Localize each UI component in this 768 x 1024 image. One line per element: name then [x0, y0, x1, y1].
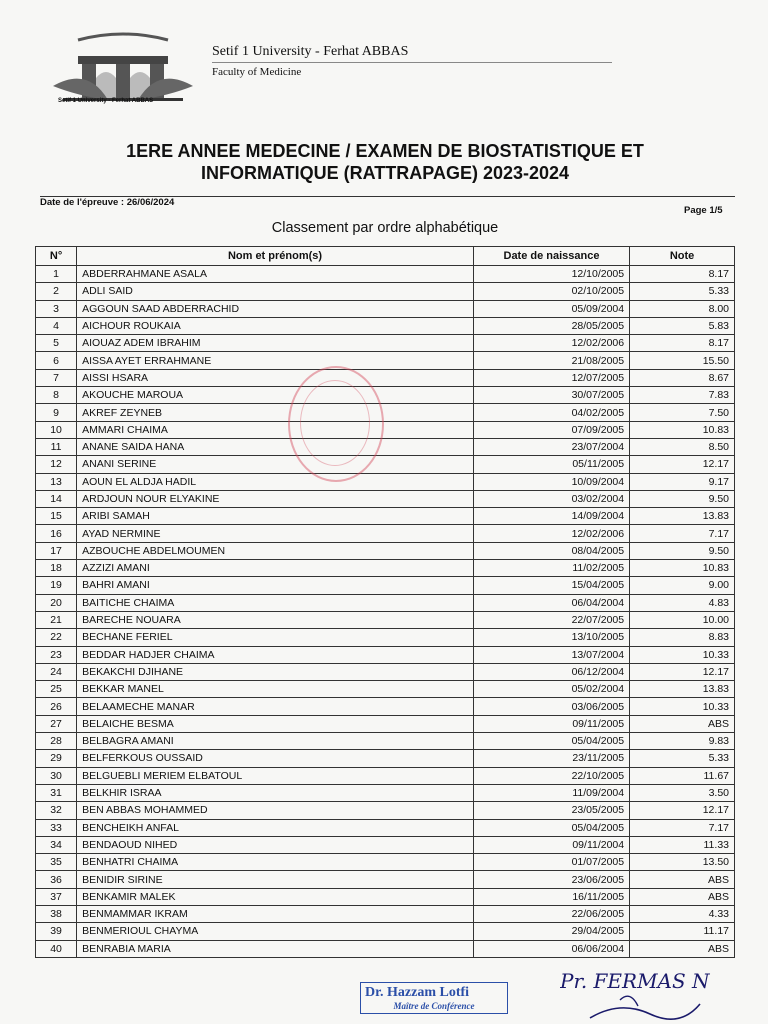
- table-row: [36, 802, 735, 819]
- row-number: 35: [36, 854, 77, 871]
- birth-date: 01/07/2005: [473, 854, 629, 871]
- table-row: [36, 473, 735, 490]
- birth-date: 28/05/2005: [473, 317, 629, 334]
- birth-date: 05/11/2005: [473, 456, 629, 473]
- grade: ABS: [630, 871, 735, 888]
- student-name: AOUN EL ALDJA HADIL: [77, 473, 474, 490]
- handwritten-signature: [560, 960, 720, 1024]
- birth-date: 22/06/2005: [473, 905, 629, 922]
- header-rule: [212, 62, 612, 63]
- row-number: 36: [36, 871, 77, 888]
- grade: 10.00: [630, 611, 735, 628]
- table-row: [36, 352, 735, 369]
- header-name: Nom et prénom(s): [77, 247, 474, 266]
- results-table: [35, 246, 735, 958]
- student-name: BEDDAR HADJER CHAIMA: [77, 646, 474, 663]
- row-number: 32: [36, 802, 77, 819]
- grade: 13.50: [630, 854, 735, 871]
- grade: 4.83: [630, 594, 735, 611]
- birth-date: 14/09/2004: [473, 508, 629, 525]
- grade: 13.83: [630, 681, 735, 698]
- row-number: 39: [36, 923, 77, 940]
- grade: 4.33: [630, 905, 735, 922]
- row-number: 33: [36, 819, 77, 836]
- grade: 15.50: [630, 352, 735, 369]
- grade: 8.67: [630, 369, 735, 386]
- exam-date: Date de l'épreuve : 26/06/2024: [40, 197, 175, 208]
- birth-date: 22/10/2005: [473, 767, 629, 784]
- student-name: BELFERKOUS OUSSAID: [77, 750, 474, 767]
- birth-date: 03/02/2004: [473, 490, 629, 507]
- student-name: BELGUEBLI MERIEM ELBATOUL: [77, 767, 474, 784]
- birth-date: 13/10/2005: [473, 629, 629, 646]
- birth-date: 23/05/2005: [473, 802, 629, 819]
- student-name: BENMAMMAR IKRAM: [77, 905, 474, 922]
- row-number: 34: [36, 836, 77, 853]
- row-number: 19: [36, 577, 77, 594]
- grade: 11.33: [630, 836, 735, 853]
- exam-title: [40, 140, 730, 184]
- student-name: BEN ABBAS MOHAMMED: [77, 802, 474, 819]
- student-name: BARECHE NOUARA: [77, 611, 474, 628]
- header-grade: Note: [630, 247, 735, 266]
- table-row: [36, 784, 735, 801]
- student-name: ADLI SAID: [77, 283, 474, 300]
- row-number: 18: [36, 560, 77, 577]
- table-row: [36, 836, 735, 853]
- signature-text: Pr. FERMAS N: [560, 969, 710, 993]
- logo-caption: Setif 1 University - Ferhat ABBAS: [58, 98, 154, 104]
- student-name: BELAICHE BESMA: [77, 715, 474, 732]
- birth-date: 06/06/2004: [473, 940, 629, 957]
- student-name: BENDAOUD NIHED: [77, 836, 474, 853]
- table-row: [36, 871, 735, 888]
- birth-date: 05/04/2005: [473, 733, 629, 750]
- table-row: [36, 923, 735, 940]
- student-name: AKREF ZEYNEB: [77, 404, 474, 421]
- grade: 10.33: [630, 646, 735, 663]
- table-row: [36, 940, 735, 957]
- table-row: [36, 611, 735, 628]
- row-number: 5: [36, 335, 77, 352]
- birth-date: 29/04/2005: [473, 923, 629, 940]
- grade: 10.83: [630, 560, 735, 577]
- student-name: AMMARI CHAIMA: [77, 421, 474, 438]
- faculty-stamp: [288, 366, 384, 482]
- grade: 11.17: [630, 923, 735, 940]
- birth-date: 13/07/2004: [473, 646, 629, 663]
- row-number: 1: [36, 266, 77, 283]
- table-header-row: [36, 247, 735, 266]
- table-row: [36, 888, 735, 905]
- student-name: AKOUCHE MAROUA: [77, 387, 474, 404]
- row-number: 7: [36, 369, 77, 386]
- grade: 9.50: [630, 490, 735, 507]
- birth-date: 15/04/2005: [473, 577, 629, 594]
- grade: ABS: [630, 715, 735, 732]
- grade: 9.00: [630, 577, 735, 594]
- row-number: 8: [36, 387, 77, 404]
- table-row: [36, 819, 735, 836]
- student-name: ANANE SAIDA HANA: [77, 438, 474, 455]
- birth-date: 22/07/2005: [473, 611, 629, 628]
- row-number: 26: [36, 698, 77, 715]
- birth-date: 09/11/2004: [473, 836, 629, 853]
- birth-date: 09/11/2005: [473, 715, 629, 732]
- grade: 8.00: [630, 300, 735, 317]
- exam-title-line-1: 1ERE ANNEE MEDECINE / EXAMEN DE BIOSTATISTIQUE ET: [126, 141, 644, 161]
- grade: 10.83: [630, 421, 735, 438]
- row-number: 29: [36, 750, 77, 767]
- grade: 9.83: [630, 733, 735, 750]
- row-number: 14: [36, 490, 77, 507]
- table-row: [36, 387, 735, 404]
- birth-date: 23/07/2004: [473, 438, 629, 455]
- birth-date: 08/04/2005: [473, 542, 629, 559]
- student-name: BELKHIR ISRAA: [77, 784, 474, 801]
- student-name: BEKAKCHI DJIHANE: [77, 663, 474, 680]
- birth-date: 02/10/2005: [473, 283, 629, 300]
- grade: 5.33: [630, 283, 735, 300]
- grade: 7.17: [630, 525, 735, 542]
- row-number: 10: [36, 421, 77, 438]
- faculty-name: Faculty of Medicine: [212, 66, 302, 78]
- birth-date: 05/04/2005: [473, 819, 629, 836]
- birth-date: 06/04/2004: [473, 594, 629, 611]
- row-number: 6: [36, 352, 77, 369]
- grade: ABS: [630, 888, 735, 905]
- row-number: 37: [36, 888, 77, 905]
- student-name: BEKKAR MANEL: [77, 681, 474, 698]
- birth-date: 05/09/2004: [473, 300, 629, 317]
- table-row: [36, 369, 735, 386]
- table-row: [36, 733, 735, 750]
- table-row: [36, 594, 735, 611]
- grade: 12.17: [630, 456, 735, 473]
- birth-date: 21/08/2005: [473, 352, 629, 369]
- row-number: 16: [36, 525, 77, 542]
- birth-date: 06/12/2004: [473, 663, 629, 680]
- birth-date: 04/02/2005: [473, 404, 629, 421]
- birth-date: 12/02/2006: [473, 335, 629, 352]
- grade: 7.17: [630, 819, 735, 836]
- birth-date: 10/09/2004: [473, 473, 629, 490]
- row-number: 20: [36, 594, 77, 611]
- birth-date: 03/06/2005: [473, 698, 629, 715]
- student-name: BENCHEIKH ANFAL: [77, 819, 474, 836]
- table-row: [36, 335, 735, 352]
- row-number: 40: [36, 940, 77, 957]
- student-name: ANANI SERINE: [77, 456, 474, 473]
- table-row: [36, 698, 735, 715]
- table-row: [36, 508, 735, 525]
- student-name: BAHRI AMANI: [77, 577, 474, 594]
- student-name: BENMERIOUL CHAYMA: [77, 923, 474, 940]
- table-row: [36, 438, 735, 455]
- faculty-stamp-inner-ring: [300, 380, 370, 466]
- student-name: AZBOUCHE ABDELMOUMEN: [77, 542, 474, 559]
- grade: 9.50: [630, 542, 735, 559]
- birth-date: 23/06/2005: [473, 871, 629, 888]
- header-number: N°: [36, 247, 77, 266]
- row-number: 9: [36, 404, 77, 421]
- table-row: [36, 490, 735, 507]
- row-number: 13: [36, 473, 77, 490]
- birth-date: 23/11/2005: [473, 750, 629, 767]
- student-name: ABDERRAHMANE ASALA: [77, 266, 474, 283]
- row-number: 22: [36, 629, 77, 646]
- table-row: [36, 577, 735, 594]
- table-row: [36, 266, 735, 283]
- table-row: [36, 663, 735, 680]
- row-number: 17: [36, 542, 77, 559]
- header-birthdate: Date de naissance: [473, 247, 629, 266]
- table-row: [36, 560, 735, 577]
- birth-date: 12/10/2005: [473, 266, 629, 283]
- table-row: [36, 681, 735, 698]
- birth-date: 07/09/2005: [473, 421, 629, 438]
- student-name: AYAD NERMINE: [77, 525, 474, 542]
- table-row: [36, 283, 735, 300]
- row-number: 28: [36, 733, 77, 750]
- grade: 9.17: [630, 473, 735, 490]
- table-row: [36, 456, 735, 473]
- row-number: 4: [36, 317, 77, 334]
- student-name: BAITICHE CHAIMA: [77, 594, 474, 611]
- student-name: BENRABIA MARIA: [77, 940, 474, 957]
- signature-stamp-role: Maître de Conférence: [393, 1001, 475, 1011]
- signature-stamp: [360, 982, 508, 1014]
- grade: 13.83: [630, 508, 735, 525]
- university-logo: [48, 26, 198, 108]
- grade: 8.83: [630, 629, 735, 646]
- row-number: 24: [36, 663, 77, 680]
- student-name: AZZIZI AMANI: [77, 560, 474, 577]
- birth-date: 30/07/2005: [473, 387, 629, 404]
- exam-title-line-2: INFORMATIQUE (RATTRAPAGE) 2023-2024: [200, 163, 570, 183]
- table-row: [36, 750, 735, 767]
- grade: 8.17: [630, 266, 735, 283]
- row-number: 38: [36, 905, 77, 922]
- grade: 11.67: [630, 767, 735, 784]
- student-name: ARDJOUN NOUR ELYAKINE: [77, 490, 474, 507]
- student-name: BENKAMIR MALEK: [77, 888, 474, 905]
- grade: 5.83: [630, 317, 735, 334]
- table-row: [36, 421, 735, 438]
- student-name: AICHOUR ROUKAIA: [77, 317, 474, 334]
- birth-date: 11/09/2004: [473, 784, 629, 801]
- table-row: [36, 905, 735, 922]
- grade: 8.17: [630, 335, 735, 352]
- birth-date: 05/02/2004: [473, 681, 629, 698]
- row-number: 12: [36, 456, 77, 473]
- birth-date: 11/02/2005: [473, 560, 629, 577]
- ranking-subtitle: Classement par ordre alphabétique: [271, 220, 499, 236]
- table-row: [36, 629, 735, 646]
- birth-date: 12/02/2006: [473, 525, 629, 542]
- row-number: 15: [36, 508, 77, 525]
- student-name: ARIBI SAMAH: [77, 508, 474, 525]
- student-name: BENHATRI CHAIMA: [77, 854, 474, 871]
- table-row: [36, 300, 735, 317]
- student-name: AGGOUN SAAD ABDERRACHID: [77, 300, 474, 317]
- grade: 7.50: [630, 404, 735, 421]
- student-name: AIOUAZ ADEM IBRAHIM: [77, 335, 474, 352]
- row-number: 31: [36, 784, 77, 801]
- table-row: [36, 767, 735, 784]
- table-row: [36, 542, 735, 559]
- student-name: BELAAMECHE MANAR: [77, 698, 474, 715]
- student-name: AISSA AYET ERRAHMANE: [77, 352, 474, 369]
- grade: 12.17: [630, 663, 735, 680]
- grade: ABS: [630, 940, 735, 957]
- row-number: 2: [36, 283, 77, 300]
- table-row: [36, 404, 735, 421]
- student-name: AISSI HSARA: [77, 369, 474, 386]
- page-header: [40, 20, 730, 110]
- page-number: Page 1/5: [684, 205, 723, 216]
- birth-date: 12/07/2005: [473, 369, 629, 386]
- university-name: Setif 1 University - Ferhat ABBAS: [212, 44, 409, 59]
- birth-date: 16/11/2005: [473, 888, 629, 905]
- grade: 7.83: [630, 387, 735, 404]
- row-number: 25: [36, 681, 77, 698]
- grade: 5.33: [630, 750, 735, 767]
- grade: 12.17: [630, 802, 735, 819]
- signature-stamp-name: Dr. Hazzam Lotfi: [365, 985, 470, 1000]
- grade: 8.50: [630, 438, 735, 455]
- table-row: [36, 854, 735, 871]
- student-name: BELBAGRA AMANI: [77, 733, 474, 750]
- row-number: 3: [36, 300, 77, 317]
- grade: 3.50: [630, 784, 735, 801]
- grade: 10.33: [630, 698, 735, 715]
- row-number: 11: [36, 438, 77, 455]
- table-row: [36, 525, 735, 542]
- row-number: 27: [36, 715, 77, 732]
- row-number: 30: [36, 767, 77, 784]
- student-name: BECHANE FERIEL: [77, 629, 474, 646]
- results-body: [36, 266, 735, 958]
- table-row: [36, 715, 735, 732]
- table-row: [36, 646, 735, 663]
- student-name: BENIDIR SIRINE: [77, 871, 474, 888]
- table-row: [36, 317, 735, 334]
- row-number: 21: [36, 611, 77, 628]
- row-number: 23: [36, 646, 77, 663]
